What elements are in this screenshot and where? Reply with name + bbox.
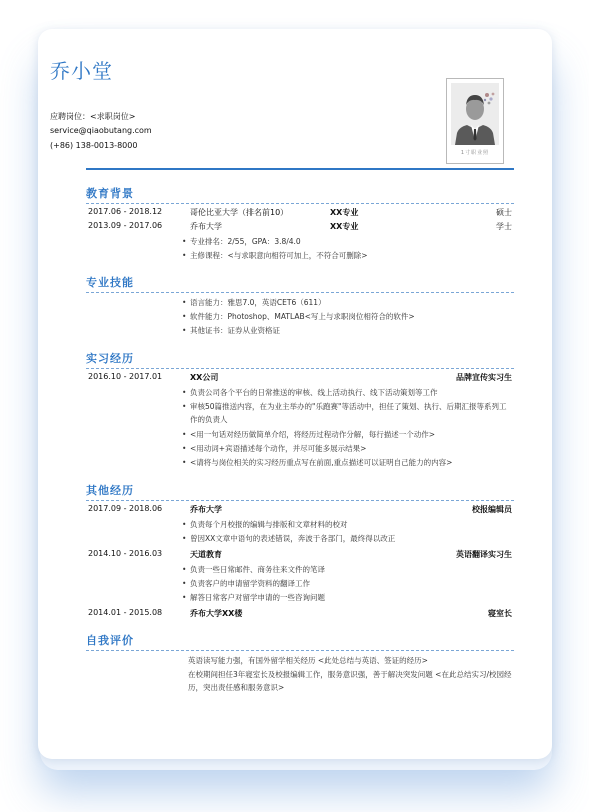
section-title-other: 其他经历 [86,484,134,497]
education-bullet: • 专业排名：2/55，GPA：3.8/4.0 [190,235,510,248]
education-date: 2017.06 - 2018.12 [88,207,163,216]
phone: (+86) 138-0013-8000 [50,141,138,150]
internship-bullet: • 审核50篇推送内容，在为业主举办的"乐跑赛"等活动中，担任了策划、执行、后期汇报等系列工作的负责人 [190,400,510,426]
candidate-name: 乔小堂 [50,59,113,83]
section-rule [86,500,514,501]
other-bullet: • 曾因XX文章中语句的表述错误，奔波于各部门，最终得以改正 [190,532,510,545]
other-org: 乔布大学XX楼 [190,609,243,618]
education-date: 2013.09 - 2017.06 [88,221,163,230]
internship-company: XX公司 [190,373,219,382]
other-role: 校报编辑员 [472,505,512,514]
internship-bullet: • <用一句话对经历做简单介绍，将经历过程动作分解，每行描述一个动作> [190,428,510,441]
photo-caption: 1寸职业照 [460,150,490,156]
job-target: 应聘岗位：<求职岗位> [50,112,136,121]
other-bullet: • 负责一些日常邮件、商务往来文件的笔译 [190,563,510,576]
other-bullet: • 解答日常客户对留学申请的一些咨询问题 [190,591,510,604]
other-date: 2017.09 - 2018.06 [88,504,163,513]
other-date: 2014.10 - 2016.03 [88,549,163,558]
other-date: 2014.01 - 2015.08 [88,608,163,617]
skills-bullet: • 语言能力：雅思7.0，英语CET6（611） [190,296,510,309]
header-divider [86,168,514,170]
email: service@qiaobutang.com [50,126,152,135]
section-rule [86,368,514,369]
section-rule [86,650,514,651]
self-eval-line: 在校期间担任3年寝室长及校报编辑工作，服务意识强，善于解决突发问题 <在此总结实习/校园经历，突出责任感和服务意识> [188,670,512,692]
other-org: 乔布大学 [190,505,222,514]
other-bullet: • 负责每个月校报的编辑与排版和文章材料的校对 [190,518,510,531]
section-title-self-eval: 自我评价 [86,634,134,647]
section-rule [86,203,514,204]
section-title-skills: 专业技能 [86,276,134,289]
education-degree: 硕士 [496,208,512,217]
education-major: XX专业 [330,208,359,217]
other-role: 寝室长 [488,609,512,618]
other-bullet: • 负责客户的申请留学资料的翻译工作 [190,577,510,590]
education-degree: 学士 [496,222,512,231]
education-school: 哥伦比亚大学（排名前10） [190,208,289,217]
internship-role: 品牌宣传实习生 [456,373,512,382]
education-major: XX专业 [330,222,359,231]
education-school: 乔布大学 [190,222,222,231]
skills-bullet: • 软件能力：Photoshop、MATLAB<写上与求职岗位相符合的软件> [190,310,510,323]
internship-date: 2016.10 - 2017.01 [88,372,163,381]
section-rule [86,292,514,293]
other-org: 天道教育 [190,550,222,559]
internship-bullet: • 负责公司各个平台的日常推送的审核、线上活动执行、线下活动策划等工作 [190,386,510,399]
education-bullet: • 主修课程：<与求职意向相符可加上，不符合可删除> [190,249,510,262]
person-silhouette-icon [451,83,499,145]
section-title-internship: 实习经历 [86,352,134,365]
internship-bullet: • <请将与岗位相关的实习经历重点写在前面,重点描述可以证明自己能力的内容> [190,456,510,469]
other-role: 英语翻译实习生 [456,550,512,559]
skills-bullet: • 其他证书：证券从业资格证 [190,324,510,337]
section-title-education: 教育背景 [86,187,134,200]
self-eval-line: 英语读写能力强，有国外留学相关经历 <此处总结与英语、签证的经历> [188,656,428,665]
profile-photo [446,78,504,164]
internship-bullet: • <用动词+宾语描述每个动作，并尽可能多展示结果> [190,442,510,455]
